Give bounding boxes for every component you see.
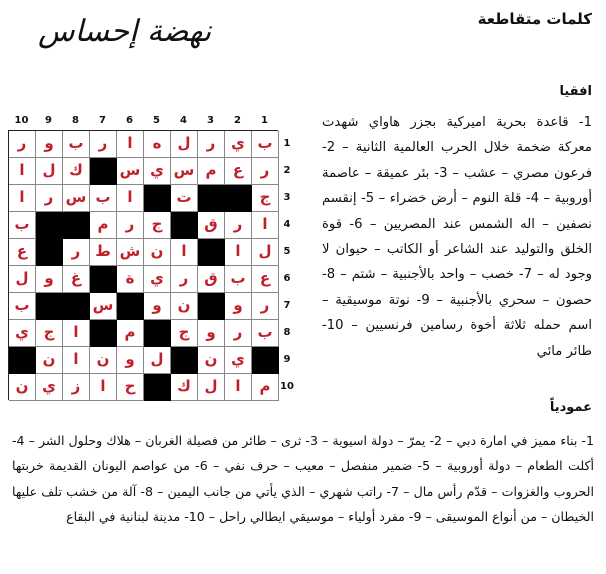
letter-cell[interactable]: س <box>90 293 117 320</box>
row-number: 3 <box>283 192 291 203</box>
across-heading: افقيا <box>559 84 592 99</box>
column-number: 9 <box>45 115 52 126</box>
letter-cell[interactable]: ا <box>117 185 144 212</box>
black-cell <box>117 293 144 320</box>
letter-cell[interactable]: ي <box>144 266 171 293</box>
letter-cell[interactable]: ا <box>9 185 36 212</box>
black-cell <box>36 293 63 320</box>
letter-cell[interactable]: ي <box>225 131 252 158</box>
crossword-grid <box>8 130 278 400</box>
across-clues: 1- قاعدة بحرية اميركية بجزر هاواي شهدت معركة ضخمة خلال الحرب العالمية الثانية – 2- فرعون مصري – عشب – 3- بئر عميقة – عاصمة أوروبية – 4- قلة النوم – أرض خضراء – 5- إنقسم نصفين – اله الشمس عند المصريين – 6- قوة الخلق والتوليد عند الشاعر أو الكاتب – حيوان لا وجود له – 7- خصب – واحد بالأجنبية – شتم – 8- حصون – سحري بالأجنبية – 9- نوتة موسيقية – اسم حمله ثلاثة أخوة رسامين فرنسيين – 10- طائر مائي <box>322 115 593 359</box>
black-cell <box>9 347 36 374</box>
letter-cell[interactable]: ج <box>36 320 63 347</box>
letter-cell[interactable]: ر <box>9 131 36 158</box>
letter-cell[interactable]: ة <box>117 266 144 293</box>
letter-cell[interactable]: ل <box>9 266 36 293</box>
column-number: 3 <box>207 115 214 126</box>
letter-cell[interactable]: ن <box>36 347 63 374</box>
letter-cell[interactable]: م <box>117 320 144 347</box>
black-cell <box>198 293 225 320</box>
black-cell <box>198 239 225 266</box>
letter-cell[interactable]: ا <box>171 239 198 266</box>
letter-cell[interactable]: و <box>36 266 63 293</box>
black-cell <box>63 212 90 239</box>
letter-cell[interactable]: ر <box>90 131 117 158</box>
letter-cell[interactable]: ي <box>144 158 171 185</box>
letter-cell[interactable]: ن <box>171 293 198 320</box>
black-cell <box>198 185 225 212</box>
letter-cell[interactable]: ب <box>252 320 279 347</box>
letter-cell[interactable]: ا <box>63 320 90 347</box>
letter-cell[interactable]: ك <box>171 374 198 401</box>
row-number: 9 <box>283 354 291 365</box>
row-number: 5 <box>283 246 291 257</box>
letter-cell[interactable]: ا <box>252 212 279 239</box>
black-cell <box>144 374 171 401</box>
letter-cell[interactable]: س <box>171 158 198 185</box>
letter-cell[interactable]: ي <box>36 374 63 401</box>
black-cell <box>252 347 279 374</box>
letter-cell[interactable]: و <box>36 131 63 158</box>
letter-cell[interactable]: ي <box>9 320 36 347</box>
letter-cell[interactable]: ق <box>198 212 225 239</box>
letter-cell[interactable]: ن <box>198 347 225 374</box>
letter-cell[interactable]: ر <box>171 266 198 293</box>
letter-cell[interactable]: ز <box>63 374 90 401</box>
letter-cell[interactable]: ج <box>252 185 279 212</box>
down-heading: عمودياً <box>549 400 592 415</box>
row-number: 2 <box>283 165 291 176</box>
letter-cell[interactable]: ج <box>144 212 171 239</box>
black-cell <box>63 293 90 320</box>
page-title: كلمات متقاطعة <box>477 10 592 28</box>
letter-cell[interactable]: ا <box>90 374 117 401</box>
letter-cell[interactable]: ح <box>117 374 144 401</box>
letter-cell[interactable]: ا <box>117 131 144 158</box>
column-number: 5 <box>153 115 160 126</box>
letter-cell[interactable]: غ <box>63 266 90 293</box>
column-number: 10 <box>14 115 29 126</box>
letter-cell[interactable]: ر <box>198 131 225 158</box>
letter-cell[interactable]: ن <box>144 239 171 266</box>
column-number: 4 <box>180 115 187 126</box>
black-cell <box>36 212 63 239</box>
letter-cell[interactable]: ر <box>252 158 279 185</box>
row-number: 10 <box>280 381 294 392</box>
column-number: 2 <box>234 115 241 126</box>
column-number: 7 <box>99 115 106 126</box>
letter-cell[interactable]: ع <box>252 266 279 293</box>
letter-cell[interactable]: و <box>198 320 225 347</box>
letter-cell[interactable]: ر <box>117 212 144 239</box>
black-cell <box>225 185 252 212</box>
black-cell <box>144 185 171 212</box>
letter-cell[interactable]: ل <box>252 239 279 266</box>
letter-cell[interactable]: ا <box>63 347 90 374</box>
black-cell <box>144 320 171 347</box>
letter-cell[interactable]: ل <box>171 131 198 158</box>
letter-cell[interactable]: ا <box>225 239 252 266</box>
letter-cell[interactable]: ط <box>90 239 117 266</box>
black-cell <box>90 266 117 293</box>
row-number: 6 <box>283 273 291 284</box>
letter-cell[interactable]: ع <box>225 158 252 185</box>
letter-cell[interactable]: ل <box>36 158 63 185</box>
black-cell <box>171 212 198 239</box>
letter-cell[interactable]: ع <box>9 239 36 266</box>
letter-cell[interactable]: ي <box>225 347 252 374</box>
black-cell <box>171 347 198 374</box>
letter-cell[interactable]: م <box>90 212 117 239</box>
letter-cell[interactable]: م <box>198 158 225 185</box>
letter-cell[interactable]: ا <box>9 158 36 185</box>
letter-cell[interactable]: س <box>63 185 90 212</box>
letter-cell[interactable]: ك <box>63 158 90 185</box>
black-cell <box>90 158 117 185</box>
letter-cell[interactable]: ب <box>9 212 36 239</box>
letter-cell[interactable]: و <box>144 293 171 320</box>
row-number: 4 <box>283 219 291 230</box>
letter-cell[interactable]: ب <box>90 185 117 212</box>
letter-cell[interactable]: ب <box>9 293 36 320</box>
letter-cell[interactable]: ر <box>225 212 252 239</box>
letter-cell[interactable]: ر <box>63 239 90 266</box>
letter-cell[interactable]: ا <box>225 374 252 401</box>
black-cell <box>90 320 117 347</box>
letter-cell[interactable]: ل <box>144 347 171 374</box>
site-logo-text: نهضة إحساس <box>38 14 212 49</box>
letter-cell[interactable]: س <box>117 158 144 185</box>
letter-cell[interactable]: و <box>225 293 252 320</box>
letter-cell[interactable]: ر <box>36 185 63 212</box>
row-number: 7 <box>283 300 291 311</box>
letter-cell[interactable]: ج <box>171 320 198 347</box>
letter-cell[interactable]: ق <box>198 266 225 293</box>
letter-cell[interactable]: ت <box>171 185 198 212</box>
letter-cell[interactable]: ل <box>198 374 225 401</box>
column-number: 1 <box>261 115 268 126</box>
letter-cell[interactable]: م <box>252 374 279 401</box>
row-number: 8 <box>283 327 291 338</box>
letter-cell[interactable]: ر <box>252 293 279 320</box>
letter-cell[interactable]: ن <box>9 374 36 401</box>
row-number: 1 <box>283 138 291 149</box>
letter-cell[interactable]: ه <box>144 131 171 158</box>
letter-cell[interactable]: و <box>117 347 144 374</box>
letter-cell[interactable]: ب <box>63 131 90 158</box>
letter-cell[interactable]: ش <box>117 239 144 266</box>
column-number: 8 <box>72 115 79 126</box>
letter-cell[interactable]: ن <box>90 347 117 374</box>
letter-cell[interactable]: ب <box>252 131 279 158</box>
letter-cell[interactable]: ب <box>225 266 252 293</box>
down-clues: 1- بناء مميز في امارة دبي – 2- يمرّ – دولة اسيوية – 3- ثرى – طائر من فصيلة الغربان – هلاك وحلول الشر – 4- أكلت الطعام – دولة أوروبية – 5- ضمير منفصل – معيب – حرف نفي – 6- من عواصم اليونان القديمة خربتها الحروب والغزوات – قدّم رأس مال – 7- راتب شهري – الذي يأتي من جانب اليمين – 8- آلة من خشب تلف عليها الخيطان – من أنواع الموسيقى – 9- مفرد أولياء – موسيقي ايطالي راحل – 10- مدينة لبنانية في البقاع <box>12 433 594 525</box>
column-number: 6 <box>126 115 133 126</box>
letter-cell[interactable]: ر <box>225 320 252 347</box>
black-cell <box>36 239 63 266</box>
